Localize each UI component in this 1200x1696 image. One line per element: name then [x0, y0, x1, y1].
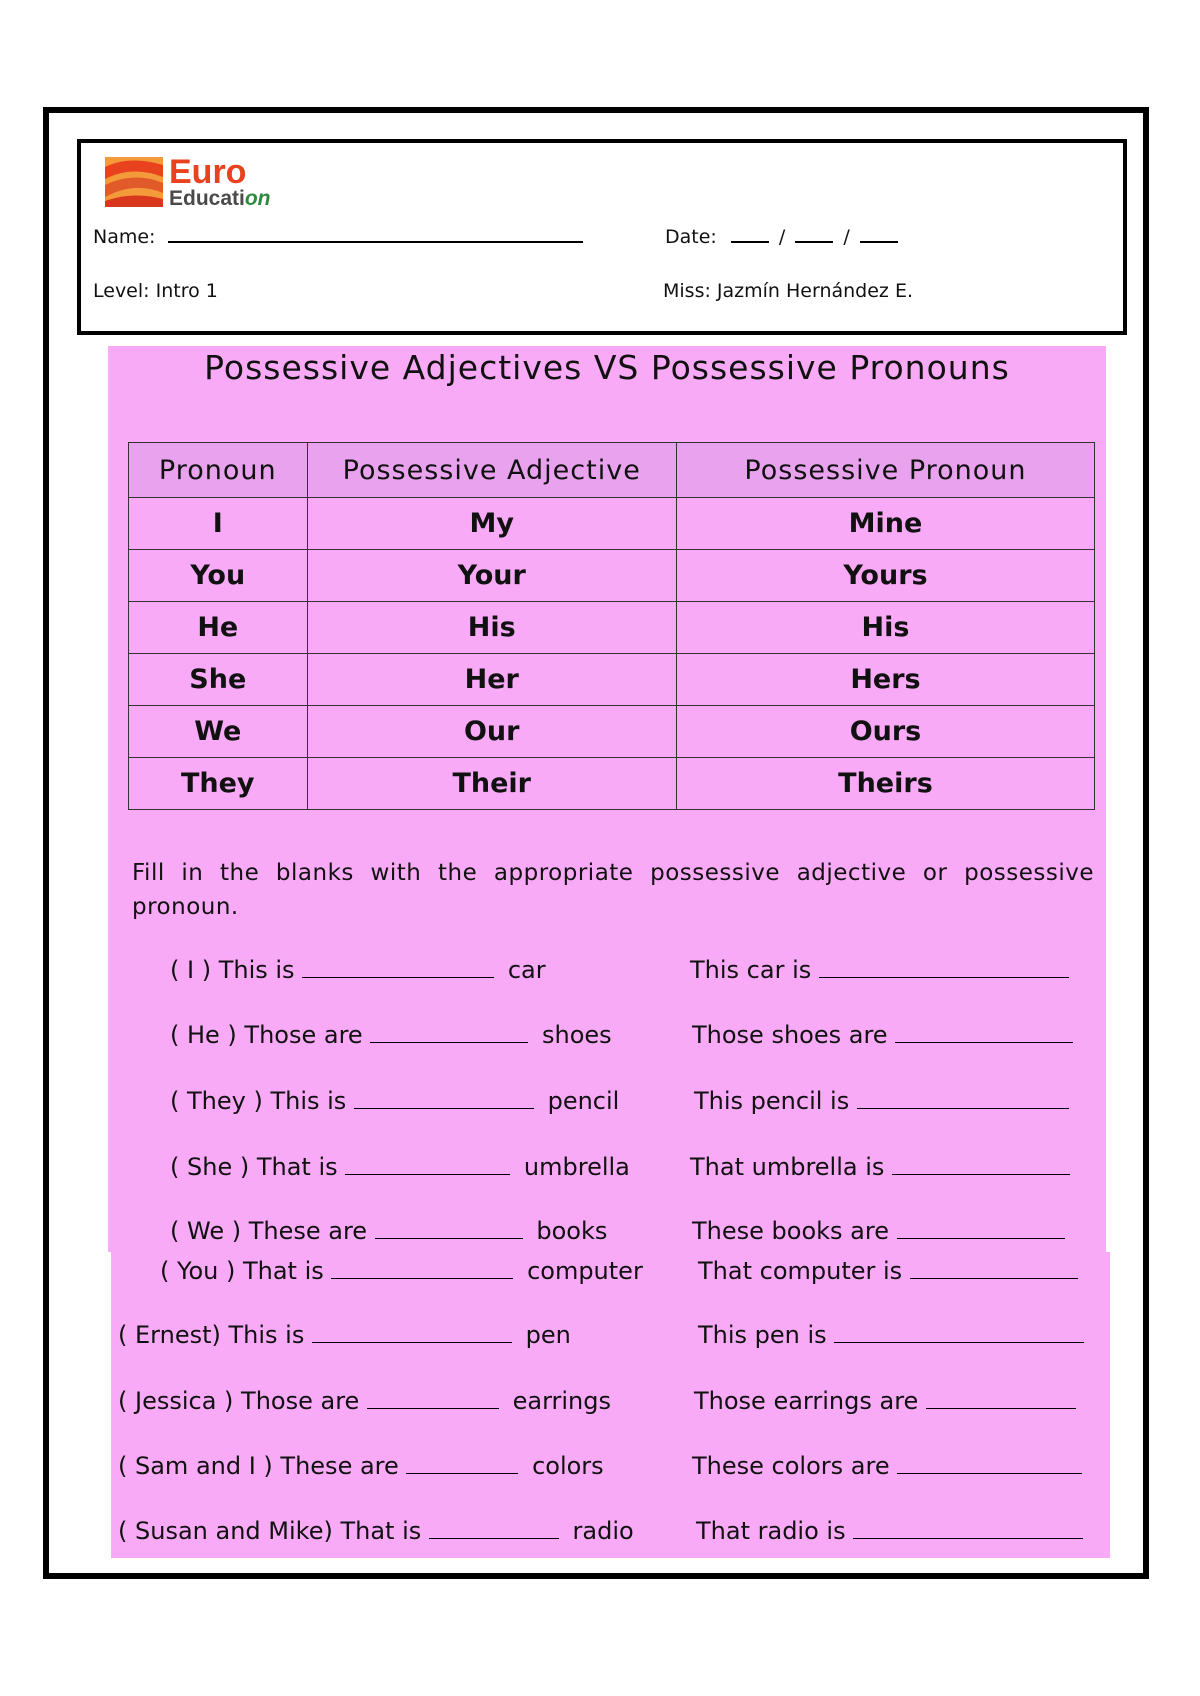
exercise-right [690, 955, 1069, 984]
exercise-left [118, 1516, 634, 1545]
exercise-noun: pen [525, 1321, 571, 1349]
exercise-blank[interactable] [370, 1020, 528, 1043]
table-cell: His [307, 602, 676, 654]
exercise-blank[interactable] [819, 955, 1069, 978]
exercise-left [118, 1386, 611, 1415]
table-cell: His [676, 602, 1094, 654]
exercise-right [690, 1152, 1070, 1181]
exercise-left [118, 1451, 604, 1480]
exercise-prompt: ( We ) These are [170, 1217, 368, 1245]
table-cell: He [129, 602, 308, 654]
table-cell: I [129, 498, 308, 550]
exercise-noun: radio [572, 1517, 634, 1545]
name-label: Name: [93, 226, 156, 248]
exercise-noun: umbrella [523, 1153, 630, 1181]
exercise-right [692, 1451, 1082, 1480]
exercise-prompt: ( Ernest) This is [118, 1321, 305, 1349]
exercise-left [170, 1086, 619, 1115]
exercise-blank[interactable] [926, 1386, 1076, 1409]
exercise-prompt: This pencil is [694, 1087, 850, 1115]
table-cell: My [307, 498, 676, 550]
table-cell: Mine [676, 498, 1094, 550]
page-title: Possessive Adjectives VS Possessive Pronouns [204, 348, 1010, 387]
logo-icon [105, 157, 163, 207]
exercise-prompt: That umbrella is [690, 1153, 885, 1181]
exercise-noun: car [507, 956, 546, 984]
exercise-blank[interactable] [834, 1320, 1084, 1343]
exercise-right [692, 1020, 1073, 1049]
exercise-prompt: ( I ) This is [170, 956, 295, 984]
exercise-left [170, 1020, 612, 1049]
logo-text-euro: Euro [169, 153, 247, 191]
exercise-noun: books [536, 1217, 608, 1245]
table-header-row [129, 443, 1095, 498]
exercise-prompt: ( Jessica ) Those are [118, 1387, 360, 1415]
exercise-right [698, 1320, 1084, 1349]
possessive-table [128, 442, 1095, 810]
exercise-prompt: ( Sam and I ) These are [118, 1452, 399, 1480]
table-row [129, 602, 1095, 654]
date-separator: / [778, 226, 786, 248]
exercise-blank[interactable] [367, 1386, 499, 1409]
table-cell: Hers [676, 654, 1094, 706]
table-row [129, 706, 1095, 758]
table-cell: Ours [676, 706, 1094, 758]
exercise-prompt: ( Susan and Mike) That is [118, 1517, 422, 1545]
table-cell: We [129, 706, 308, 758]
table-cell: She [129, 654, 308, 706]
date-label: Date: [665, 226, 717, 248]
table-header-cell: Possessive Pronoun [676, 443, 1094, 498]
exercise-prompt: That radio is [696, 1517, 846, 1545]
date-month-field[interactable] [795, 223, 833, 243]
exercise-prompt: These colors are [692, 1452, 890, 1480]
exercise-blank[interactable] [331, 1256, 513, 1279]
exercise-prompt: Those shoes are [692, 1021, 888, 1049]
exercise-blank[interactable] [892, 1152, 1070, 1175]
exercise-left [160, 1256, 643, 1285]
table-cell: Your [307, 550, 676, 602]
table-cell: Our [307, 706, 676, 758]
table-row [129, 654, 1095, 706]
exercise-right [694, 1386, 1076, 1415]
exercise-prompt: ( You ) That is [160, 1257, 324, 1285]
date-row [665, 223, 898, 248]
exercise-right [694, 1086, 1069, 1115]
exercise-blank[interactable] [897, 1216, 1065, 1239]
exercise-prompt: Those earrings are [694, 1387, 919, 1415]
exercise-noun: earrings [512, 1387, 611, 1415]
exercise-left [118, 1320, 571, 1349]
exercise-blank[interactable] [406, 1451, 518, 1474]
exercise-left [170, 1216, 607, 1245]
exercise-blank[interactable] [897, 1451, 1082, 1474]
exercise-noun: shoes [541, 1021, 612, 1049]
euro-education-logo [105, 155, 325, 211]
date-day-field[interactable] [731, 223, 769, 243]
name-field[interactable] [168, 223, 583, 243]
instructions: Fill in the blanks with the appropriate possessive adjective or possessive pronoun. [132, 860, 1094, 920]
exercise-blank[interactable] [375, 1216, 523, 1239]
exercise-prompt: That computer is [698, 1257, 903, 1285]
exercise-noun: pencil [547, 1087, 620, 1115]
exercise-blank[interactable] [429, 1516, 559, 1539]
table-row [129, 550, 1095, 602]
exercise-blank[interactable] [895, 1020, 1073, 1043]
exercise-prompt: ( They ) This is [170, 1087, 347, 1115]
exercise-noun: colors [532, 1452, 604, 1480]
exercise-blank[interactable] [857, 1086, 1069, 1109]
date-year-field[interactable] [860, 223, 898, 243]
table-cell: You [129, 550, 308, 602]
table-header-cell: Pronoun [129, 443, 308, 498]
table-row [129, 498, 1095, 550]
exercise-blank[interactable] [312, 1320, 512, 1343]
exercise-blank[interactable] [853, 1516, 1083, 1539]
exercise-prompt: This car is [690, 956, 812, 984]
table-row [129, 758, 1095, 810]
exercise-prompt: This pen is [698, 1321, 827, 1349]
exercise-blank[interactable] [345, 1152, 510, 1175]
exercise-blank[interactable] [302, 955, 494, 978]
exercise-right [692, 1216, 1065, 1245]
exercise-noun: computer [527, 1257, 643, 1285]
table-header-cell: Possessive Adjective [307, 443, 676, 498]
table-cell: Yours [676, 550, 1094, 602]
exercise-left [170, 955, 546, 984]
date-separator: / [843, 226, 850, 248]
table-cell: They [129, 758, 308, 810]
logo-text-education: Education [169, 187, 271, 210]
exercise-blank[interactable] [910, 1256, 1078, 1279]
table-cell: Her [307, 654, 676, 706]
exercise-prompt: ( He ) Those are [170, 1021, 363, 1049]
exercise-right [696, 1516, 1083, 1545]
exercise-left [170, 1152, 630, 1181]
table-cell: Their [307, 758, 676, 810]
exercise-prompt: These books are [692, 1217, 889, 1245]
table-cell: Theirs [676, 758, 1094, 810]
level-label: Level: Intro 1 [93, 280, 218, 302]
exercise-blank[interactable] [354, 1086, 534, 1109]
name-row [93, 223, 583, 248]
exercise-right [698, 1256, 1078, 1285]
teacher-label: Miss: Jazmín Hernández E. [663, 280, 913, 302]
exercise-prompt: ( She ) That is [170, 1153, 338, 1181]
